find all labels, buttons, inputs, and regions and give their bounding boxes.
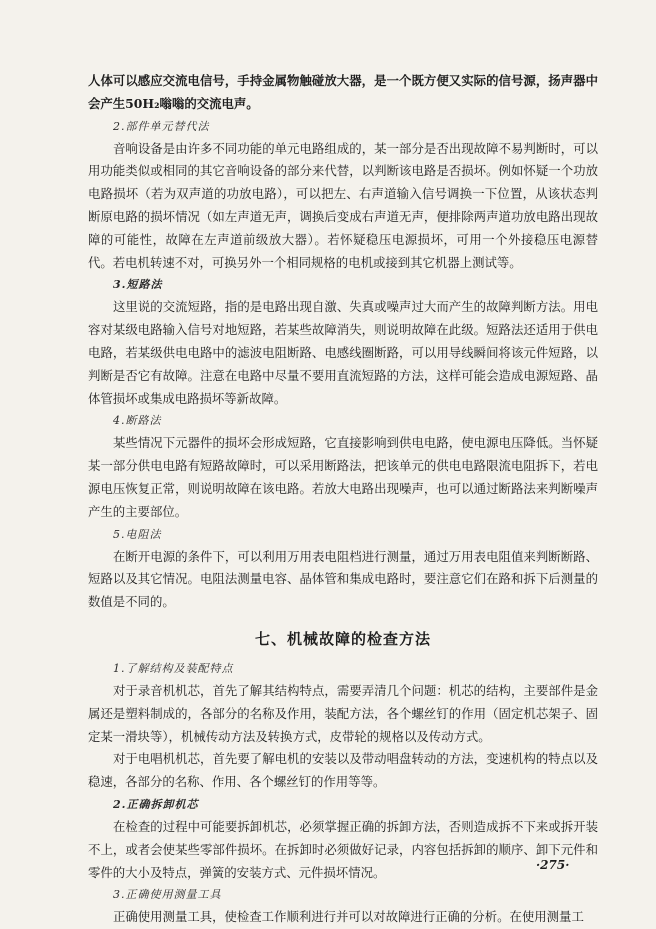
paragraph: 音响设备是由许多不同功能的单元电路组成的，某一部分是否出现故障不易判断时，可以用功能类似或相同的其它音响设备的部分来代替，以判断该电路是否损坏。例如怀疑一个功放电路损坏（若为双声道的功放电路），可以把左、右声道输入信号调换一下位置，从该状态判断原电路的损坏情况（如左声道无声，调换后变成右声道无声，便排除两声道功放电路出现故障的可能性，故障在左声道前级放大器）。若怀疑稳压电源损坏，可用一个外接稳压电源替代。若电机转速不对，可换另外一个相同规格的电机或接到其它机器上测试等。 [88, 140, 598, 270]
subsection-heading: 3.短路法 [113, 278, 163, 292]
subsection-heading: 5.电阻法 [113, 527, 162, 541]
paragraph: 某些情况下元器件的损坏会形成短路，它直接影响到供电电路，使电源电压降低。当怀疑某一部分供电电路有短路故障时，可以采用断路法，把该单元的供电电路限流电阻拆下，若电源电压恢复正常，则说明故障在该电路。若放大电路出现噪声，也可以通过断路法来判断噪声产生的主要部位。 [88, 435, 598, 519]
page-content [88, 70, 598, 929]
paragraph: 在检查的过程中可能要拆卸机芯，必须掌握正确的拆卸方法，否则造成拆不下来或拆开装不上，或者会使某些零部件损坏。在拆卸时必须做好记录，内容包括拆卸的顺序、卸下元件和零件的大小及特点，弹簧的安装方式、元件损坏情况。 [88, 818, 598, 880]
paragraph: 在断开电源的条件下，可以利用万用表电阻档进行测量，通过万用表电阻值来判断断路、短路以及其它情况。电阻法测量电容、晶体管和集成电路时，要注意它们在路和拆下后测量的数值是不同的。 [88, 548, 598, 610]
subsection-heading: 1.了解结构及装配特点 [113, 661, 234, 675]
subsection-heading: 3.正确使用测量工具 [113, 888, 222, 902]
subsection-heading: 2.正确拆卸机芯 [113, 797, 199, 811]
paragraph: 对于电唱机机芯，首先要了解电机的安装以及带动唱盘转动的方法，变速机构的特点以及稳速，各部分的名称、作用、各个螺丝钉的作用等等。 [88, 751, 598, 790]
paragraph: 对于录音机机芯，首先了解其结构特点，需要弄清几个问题：机芯的结构，主要部件是金属还是塑料制成的，各部分的名称及作用，装配方法，各个螺丝钉的作用（固定机芯架子、固定某一滑块等），机械传动方法及转换方式，皮带轮的规格以及传动方式。 [88, 682, 598, 744]
subsection-heading: 4.断路法 [113, 414, 162, 428]
section-heading: 七、机械故障的检查方法 [254, 629, 431, 648]
paragraph: 这里说的交流短路，指的是电路出现自激、失真或噪声过大而产生的故障判断方法。用电容对某级电路输入信号对地短路，若某些故障消失，则说明故障在此级。短路法还适用于供电电路，若某级供电电路中的滤波电阻断路、电感线圈断路，可以用导线瞬间将该元件短路，以判断是否它有故障。注意在电路中尽量不要用直流短路的方法，这样可能会造成电源短路、晶体管损坏或集成电路损坏等新故障。 [88, 299, 598, 406]
paragraph: 人体可以感应交流电信号，手持金属物触碰放大器，是一个既方便又实际的信号源，扬声器中会产生50H₂嗡嗡的交流电声。 [88, 73, 598, 111]
subsection-heading: 2.部件单元替代法 [113, 119, 210, 133]
paragraph: 正确使用测量工具，使检查工作顺利进行并可以对故障进行正确的分析。在使用测量工 [113, 909, 584, 925]
page-number: ·275· [536, 858, 570, 872]
